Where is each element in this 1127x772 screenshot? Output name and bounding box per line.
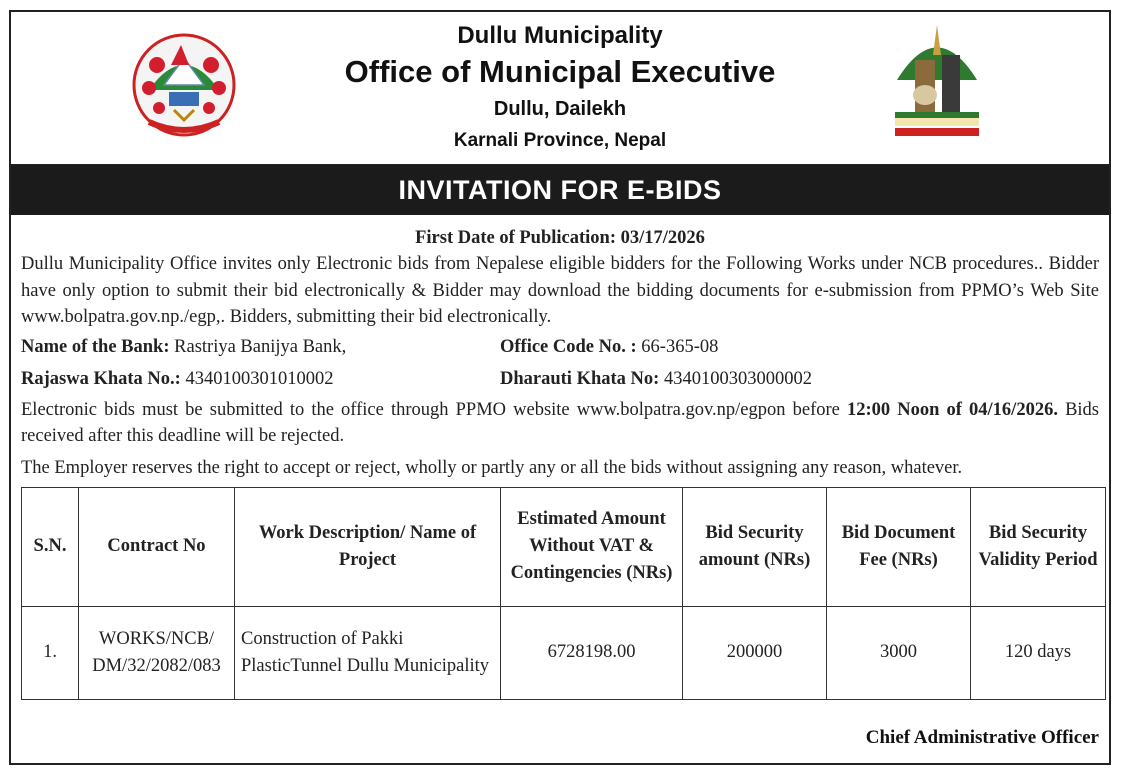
header-validity: Bid Security Validity Period: [971, 487, 1106, 606]
works-table: [21, 487, 1106, 700]
office-location: Dullu, Dailekh: [493, 98, 627, 120]
bank-label: Name of the Bank:: [21, 336, 170, 357]
cell-contract: WORKS/NCB/ DM/32/2082/083: [79, 606, 235, 699]
header-estimate: Estimated Amount Without VAT & Contingencies (NRs): [501, 487, 683, 606]
header-sn: S.N.: [22, 487, 79, 606]
notice-banner: INVITATION FOR E-BIDS: [11, 165, 1109, 215]
office-code-label: Office Code No. :: [500, 336, 637, 357]
office-title: Office of Municipal Executive: [344, 54, 776, 89]
cell-fee: 3000: [827, 606, 971, 699]
rajaswa-value: 4340100301010002: [180, 368, 334, 389]
deadline-after: Bids received after this deadline will be rejected.: [21, 399, 1099, 446]
header-security: Bid Security amount (NRs): [683, 487, 827, 606]
municipality-name: Dullu Municipality: [457, 22, 663, 49]
deadline-paragraph: [21, 397, 1099, 449]
dullu-municipality-logo-icon: [887, 20, 987, 138]
province-name: Karnali Province, Nepal: [453, 130, 667, 151]
bank-value: Rastriya Banijya Bank,: [169, 336, 347, 357]
table-row: [22, 606, 1106, 699]
header-work: Work Description/ Name of Project: [235, 487, 501, 606]
rajaswa-label: Rajaswa Khata No.:: [21, 368, 181, 389]
deadline-time: 12:00 Noon of 04/16/2026.: [846, 399, 1058, 420]
signature: Chief Administrative Officer: [865, 727, 1099, 748]
deadline-text: Electronic bids must be submitted to the office through PPMO website www.bolpatra.gov.np/egpon before: [21, 399, 847, 420]
dharauti-value: 4340100303000002: [659, 368, 812, 389]
dharauti-label: Dharauti Khata No:: [500, 368, 660, 389]
office-code-value: 66-365-08: [636, 336, 719, 357]
cell-estimate: 6728198.00: [501, 606, 683, 699]
notice-header: [11, 12, 1109, 165]
cell-work: Construction of Pakki PlasticTunnel Dullu Municipality: [235, 606, 501, 699]
cell-validity: 120 days: [971, 606, 1106, 699]
cell-sn: 1.: [22, 606, 79, 699]
table-header-row: [22, 487, 1106, 606]
header-fee: Bid Document Fee (NRs): [827, 487, 971, 606]
intro-paragraph: Dullu Municipality Office invites only Electronic bids from Nepalese eligible bidders for the Following Works under NCB procedures.. Bidder have only option to submit their bid electronically & Bidder may download the bidding documents for e-submission from PPMO’s Web Site www.bolpatra.gov.np./egp,. Bidders, submitting their bid electronically.: [21, 254, 1099, 327]
header-contract: Contract No: [79, 487, 235, 606]
khata-details-row: [21, 363, 1099, 395]
bank-details-row: [21, 331, 1099, 363]
notice-body: [11, 225, 1109, 700]
reserve-paragraph: The Employer reserves the right to accept or reject, wholly or partly any or all the bids without assigning any reason, whatever.: [21, 457, 963, 478]
notice-document: [9, 10, 1111, 765]
publication-date: First Date of Publication: 03/17/2026: [415, 228, 705, 248]
cell-security: 200000: [683, 606, 827, 699]
